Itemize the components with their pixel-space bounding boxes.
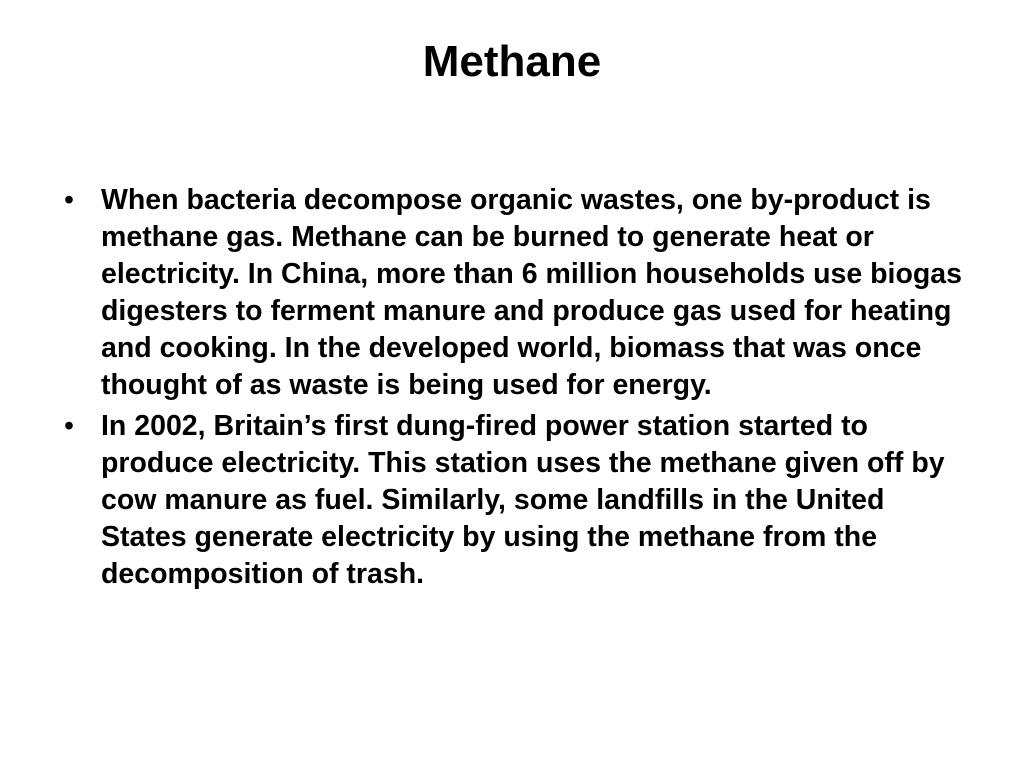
bullet-list — [60, 182, 970, 597]
bullet-icon: • — [64, 184, 74, 216]
bullet-text: When bacteria decompose organic wastes, one by-product is methane gas. Methane can be burned to generate heat or electricity. In China, more than 6 million households use biogas digesters to ferment manure and produce gas used for heating and cooking. In the developed world, biomass that was once thought of as waste is being used for energy. — [101, 184, 962, 401]
bullet-item — [60, 182, 970, 404]
bullet-icon: • — [64, 410, 74, 442]
bullet-text: In 2002, Britain’s first dung-fired power station started to produce electricity. This station uses the methane given off by cow manure as fuel. Similarly, some landfills in the United States generate electricity by using the methane from the decomposition of trash. — [101, 410, 945, 590]
slide-title: Methane — [422, 37, 602, 86]
bullet-item — [60, 408, 970, 593]
